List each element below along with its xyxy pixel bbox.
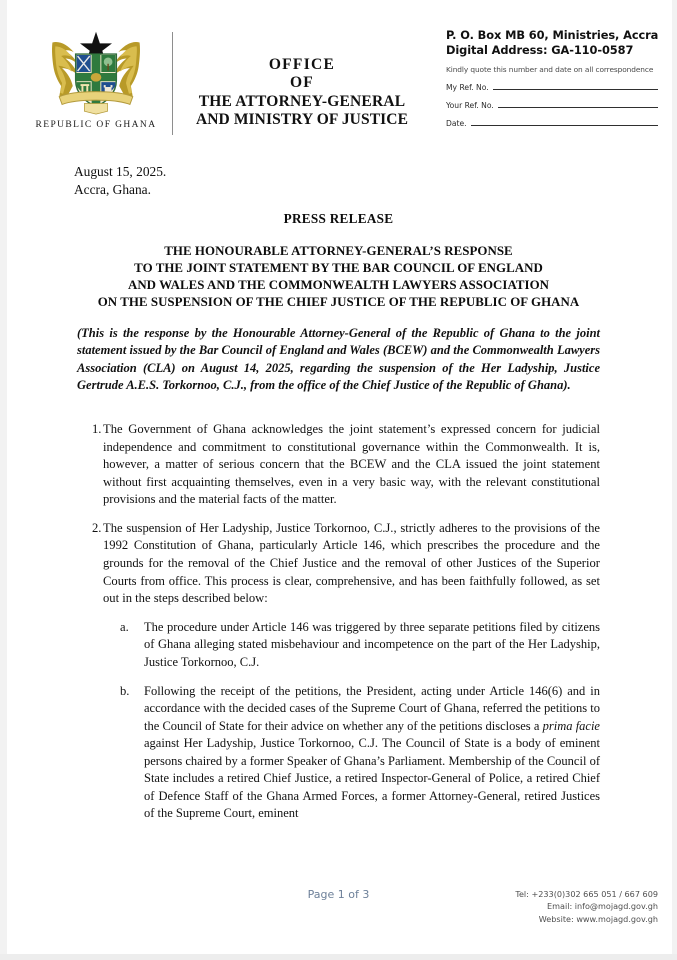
document-place: Accra, Ghana. [74,182,151,198]
list-item [77,421,600,509]
list-item-text: The suspension of Her Ladyship, Justice Torkornoo, C.J., strictly adheres to the provisions of the 1992 Constitution of Ghana, particularly Article 146, which prescribes the procedure and the grounds for the removal of the Chief Justice and the removal of other Justices of the Superior Courts from office. This process is clear, comprehensive, and has been faithfully followed, as set out in the steps described below: [103,520,600,606]
office-title-line-1: OFFICE [268,56,336,73]
contact-email: Email: info@mojagd.gov.gh [546,901,658,912]
digital-address-line: Digital Address: GA-110-0587 [446,42,634,57]
headline-line-2: TO THE JOINT STATEMENT BY THE BAR COUNCIL OF ENGLAND [134,261,543,276]
headline-line-1: THE HONOURABLE ATTORNEY-GENERAL’S RESPONSE [164,244,513,258]
date-place-block [74,163,166,199]
my-ref-row [446,83,658,92]
my-ref-label: My Ref. No. [446,82,489,92]
crest-caption: REPUBLIC OF GHANA [35,120,157,130]
sublist-item-text-part2: against Her Ladyship, Justice Torkornoo, C.J. The Council of State is a body of eminent persons chaired by a former Speaker of Ghana’s Parliament. Membership of the Council of State includes a retired Chief Justice, a retired Inspector-General of Police, a retired Chief of Defence Staff of the Ghana Armed Forces, a former Attorney-General, retired Justices of the Supreme Court, eminent [144,736,600,820]
letterhead [0,0,677,150]
headline-line-3: AND WALES AND THE COMMONWEALTH LAWYERS ASSOCIATION [127,278,550,293]
your-ref-input[interactable] [498,106,658,108]
date-label: Date. [446,118,467,128]
sublist-item-text-italic: prima facie [542,718,600,733]
list-item-text: The Government of Ghana acknowledges the joint statement’s expressed concern for judicial independence and commitment to constitutional governance within the Commonwealth. It is, however, a matter of serious concern that the BCEW and the CLA issued the joint statement without first acquainting themselves, even in a very basic way, with the relevant constitutional provisions and the material facts of the matter. [103,422,600,507]
sublist-item-marker: a. [120,619,129,634]
headline-line-4: ON THE SUSPENSION OF THE CHIEF JUSTICE OF THE REPUBLIC OF GHANA [97,295,580,310]
sublist-item-text-part1: Following the receipt of the petitions, the President, acting under Article 146(6) and in accordance with the decided cases of the Supreme Court of Ghana, referred the petitions to the Council of State for their advice on whether any of the petitions discloses a [144,683,600,733]
ghana-coat-of-arms-icon [37,26,155,118]
po-box-line: P. O. Box MB 60, Ministries, Accra [446,28,659,42]
address-block [446,28,658,128]
office-title-line-2: OF [289,74,315,92]
your-ref-row [446,101,658,110]
date-row [446,119,658,128]
preamble-paragraph: (This is the response by the Honourable Attorney-General of the Republic of Ghana to the joint statement issued by the Bar Council of England and Wales (BCEW) and the Commonwealth Lawyers Association (CLA) on August 14, 2025, regarding the suspension of the Her Ladyship, Justice Gertrude A.E.S. Torkornoo, C.J., from the office of the Chief Justice of the Republic of Ghana). [77,326,600,392]
document-footer [0,874,677,960]
sublist-item [118,683,600,823]
document-date: August 15, 2025. [74,164,167,179]
office-title-line-3: THE ATTORNEY-GENERAL [198,92,406,110]
contact-tel: Tel: +233(0)302 665 051 / 667 609 [515,889,658,899]
header-divider [172,32,173,135]
numbered-list [77,421,600,834]
crest-block [22,26,170,130]
contact-website: Website: www.mojagd.gov.gh [538,913,658,924]
your-ref-label: Your Ref. No. [446,100,494,110]
quote-note: Kindly quote this number and date on all correspondence [446,64,654,74]
sublist-item-marker: b. [120,683,130,698]
sublist-item-text: The procedure under Article 146 was triggered by three separate petitions filed by citizens of Ghana alleging stated misbehaviour and incompetence on the part of the Her Ladyship, Justice Torkornoo, C.J. [144,619,600,669]
sublist-item-text [144,683,600,823]
press-release-label: PRESS RELEASE [283,211,394,226]
my-ref-input[interactable] [493,88,658,90]
sublist-item [118,619,600,671]
office-title [178,56,426,129]
list-item-marker: 1. [92,422,102,436]
lettered-sublist [118,619,600,823]
office-title-line-4: AND MINISTRY OF JUSTICE [195,110,409,128]
contact-block [515,888,658,925]
page-number: Page 1 of 3 [307,888,370,901]
date-input[interactable] [471,124,658,126]
list-item-marker: 2. [92,520,102,535]
page-title [63,243,614,312]
list-item [77,520,600,608]
